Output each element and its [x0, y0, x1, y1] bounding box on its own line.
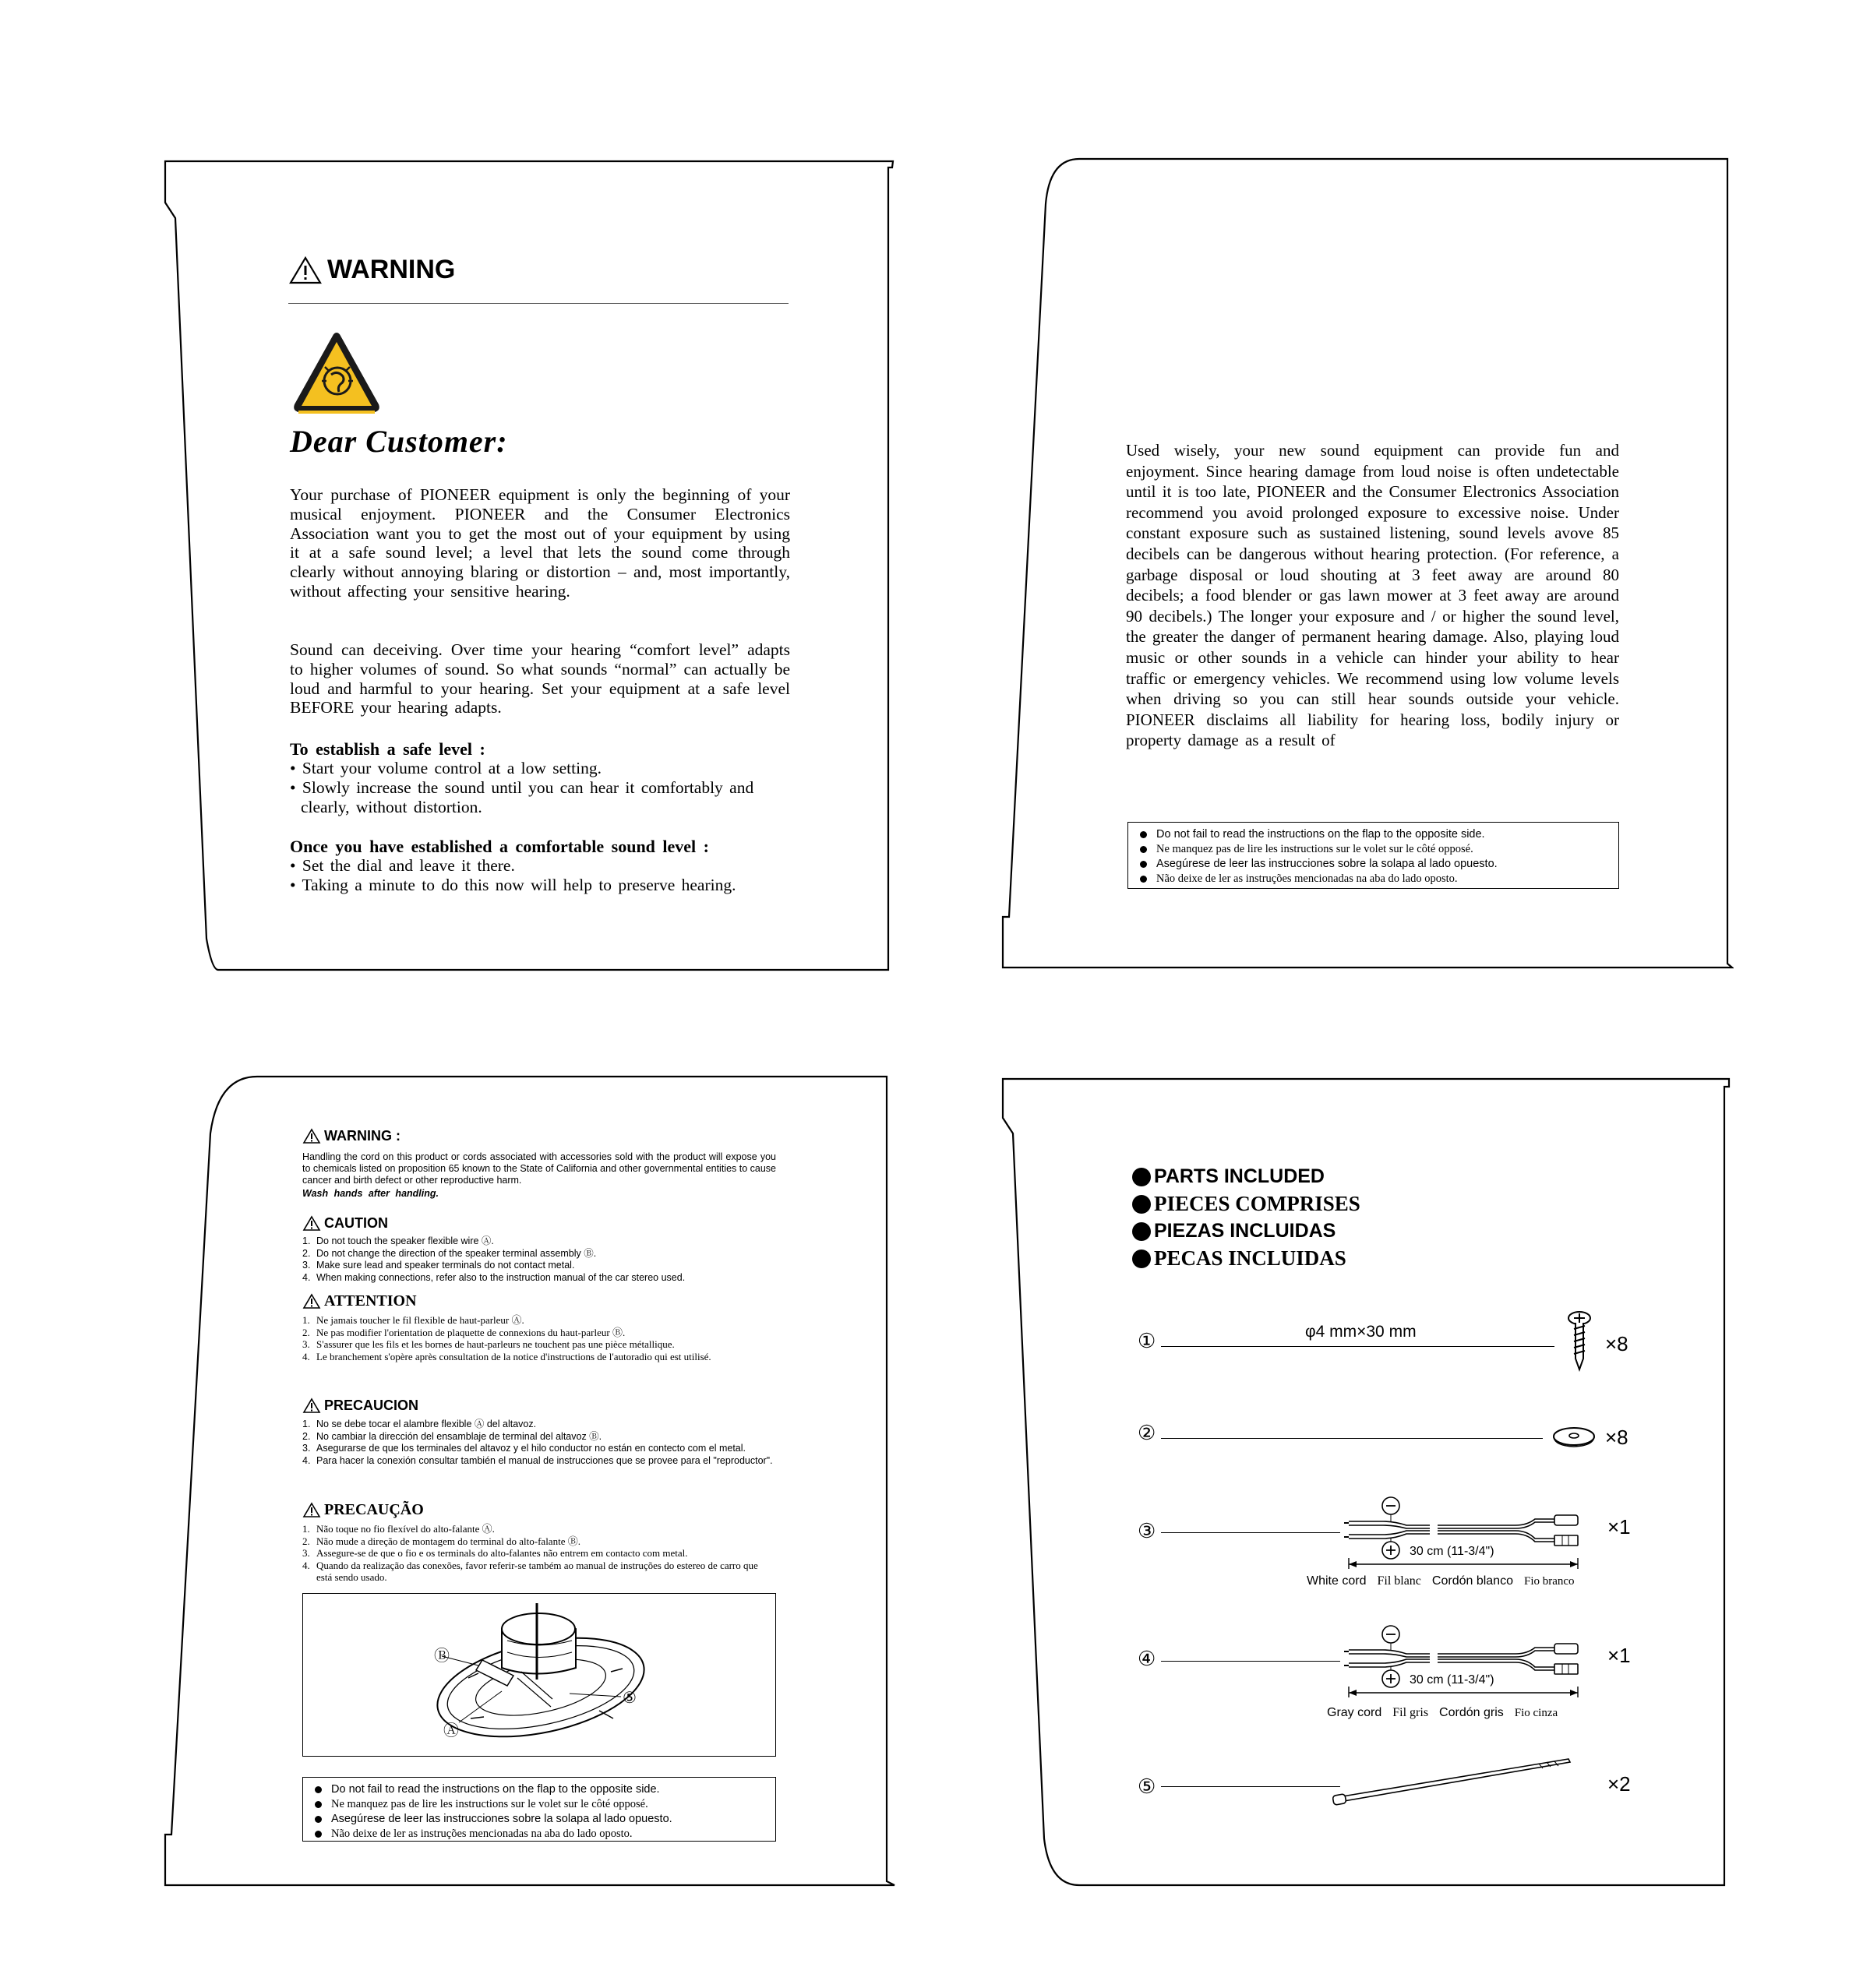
panel-warning-dear-customer — [164, 160, 896, 974]
quantity-2: ×8 — [1605, 1426, 1628, 1449]
precaucion-heading-text: PRECAUCION — [324, 1398, 419, 1413]
flap-notice-box — [1127, 822, 1619, 889]
cable-tie-icon — [1328, 1751, 1578, 1810]
parts-heading-pt: PECAS INCLUIDAS — [1132, 1246, 1346, 1271]
caption-en: White cord — [1307, 1574, 1367, 1588]
caption-es: Cordón blanco — [1431, 1574, 1513, 1588]
cord-captions-4 — [1327, 1706, 1568, 1720]
parts-heading-es: PIEZAS INCLUIDAS — [1132, 1220, 1336, 1242]
list-item: 1. Do not touch the speaker flexible wire Ⓐ. — [302, 1235, 494, 1246]
part-number-2: ② — [1138, 1421, 1156, 1444]
flap-notice-list — [1138, 827, 1609, 886]
caution-heading — [302, 1215, 388, 1232]
once-heading: Once you have established a comfortable sound level : — [290, 837, 709, 856]
cord-captions-3 — [1307, 1574, 1586, 1588]
list-item: Não deixe de ler as instruções mencionadas na aba do lado oposto. — [312, 1827, 766, 1842]
screw-spec: φ4 mm×30 mm — [1305, 1323, 1417, 1341]
list-item: 4. Le branchement s'opère après consultation de la notice d'instructions de l'autoradio qui est utilisé. — [302, 1350, 711, 1362]
list-item: • Slowly increase the sound until you can hear it comfortably and clearly, without distortion. — [290, 778, 790, 817]
warning-triangle-icon — [302, 1502, 321, 1518]
warning-triangle-icon — [288, 256, 323, 285]
speaker-illustration — [303, 1594, 775, 1755]
leader-line — [1161, 1661, 1340, 1662]
warning-title-text: WARNING — [327, 255, 456, 284]
panel-hearing-advice — [1001, 157, 1734, 969]
list-item: Asegúrese de leer las instrucciones sobre la solapa al lado opuesto. — [1138, 857, 1609, 872]
caption-fr: Fil blanc — [1377, 1574, 1421, 1588]
list-item: 4. When making connections, refer also to the instruction manual of the car stereo used. — [302, 1271, 686, 1283]
wash-hands-text: Wash hands after handling. — [302, 1188, 439, 1199]
warning-triangle-icon — [302, 1398, 321, 1414]
part-number-1: ① — [1138, 1329, 1156, 1352]
list-item: • Set the dial and leave it there. — [290, 856, 790, 876]
list-item: Do not fail to read the instructions on the flap to the opposite side. — [1138, 827, 1609, 842]
hearing-hazard-icon — [291, 330, 383, 417]
list-item: 3. Asegurarse de que los terminales del altavoz y el hilo conductor no están en contecto com el metal. — [302, 1443, 746, 1454]
comfort-paragraph: Sound can deceiving. Over time your hearing “comfort level” adapts to higher volumes of sound. So what sounds “normal” can actually be loud and harmful to your hearing. Set your equipment at a safe level BEFORE your hearing adapts. — [290, 640, 790, 717]
attention-heading — [302, 1292, 417, 1310]
caution-heading-text: CAUTION — [324, 1215, 388, 1231]
list-item: 2. Do not change the direction of the speaker terminal assembly Ⓑ. — [302, 1247, 597, 1259]
leader-line — [1161, 1438, 1543, 1439]
list-item: • Taking a minute to do this now will help to preserve hearing. — [290, 876, 790, 895]
quantity-4: ×1 — [1607, 1644, 1631, 1667]
list-item: 1. Ne jamais toucher le fil flexible de haut-parleur Ⓐ. — [302, 1314, 524, 1326]
part-number-4: ④ — [1138, 1647, 1156, 1670]
flap-notice-box — [302, 1777, 776, 1842]
list-item: 1. No se debe tocar el alambre flexible Ⓐ del altavoz. — [302, 1419, 537, 1429]
list-item: 4. Para hacer la conexión consultar también el manual de instrucciones que se provee para el "reproductor". — [302, 1454, 773, 1466]
part-number-5: ⑤ — [1138, 1775, 1156, 1798]
part-number-3: ③ — [1138, 1519, 1156, 1542]
bullet-dot — [1132, 1195, 1151, 1214]
caption-en: Gray cord — [1327, 1706, 1382, 1719]
intro-paragraph: Your purchase of PIONEER equipment is only the beginning of your musical enjoyment. PIONEER and the Consumer Electronics Association want you to get the most out of your equipment by using it at a safe sound level; a level that lets the sound come through clearly without annoying blaring or distortion – and, most importantly, without affecting your sensitive hearing. — [290, 485, 790, 601]
panel-parts-included — [1001, 1075, 1734, 1889]
precaucion-list — [302, 1419, 776, 1467]
screw-icon — [1566, 1310, 1593, 1373]
caption-pt: Fio branco — [1523, 1575, 1575, 1588]
label-b: Ⓑ — [434, 1648, 450, 1665]
bullet-dot — [1132, 1250, 1151, 1268]
quantity-5: ×2 — [1607, 1772, 1631, 1796]
list-item: 3. S'assurer que les fils et les bornes de haut-parleurs ne touchent pas une pièce métallique. — [302, 1338, 675, 1351]
leader-line — [1161, 1786, 1340, 1787]
list-item: 2. Não mude a direção de montagem do terminal do alto-falante Ⓑ. — [302, 1535, 580, 1547]
attention-heading-text: ATTENTION — [324, 1292, 417, 1309]
list-item: Asegúrese de leer las instrucciones sobre la solapa al lado opuesto. — [312, 1812, 766, 1827]
list-item: 3. Assegure-se de que o fio e os terminals do alto-falantes não entrem em contacto com metal. — [302, 1547, 688, 1560]
bullet-dot — [1132, 1168, 1151, 1186]
warning-heading — [302, 1128, 400, 1144]
once-list — [290, 856, 790, 895]
list-item: 1. Não toque no fio flexível do alto-falante Ⓐ. — [302, 1523, 495, 1535]
washer-icon — [1551, 1425, 1597, 1451]
speaker-diagram-box — [302, 1593, 776, 1757]
list-item: Do not fail to read the instructions on the flap to the opposite side. — [312, 1782, 766, 1797]
list-item: 3. Make sure lead and speaker terminals do not contact metal. — [302, 1260, 575, 1271]
list-item: 2. No cambiar la dirección del ensamblaje de terminal del altavoz Ⓑ. — [302, 1430, 602, 1442]
warning-triangle-icon — [302, 1128, 321, 1144]
caution-list — [302, 1235, 776, 1284]
list-item: Não deixe de ler as instruções mencionadas na aba do lado oposto. — [1138, 872, 1609, 886]
hearing-advice-paragraph: Used wisely, your new sound equipment can provide fun and enjoyment. Since hearing damage from loud noise is often undetectable until it is too late, PIONEER and the Consumer Electronics Association recommend you avoid prolonged exposure to excessive noise. Under constant exposure such as sustained listening, sound levels avove 85 decibels can be dangerous without hearing protection. (For reference, a garbage disposal or loud shouting at 3 feet away are around 80 decibels; a food blender or gas lawn mower at 3 feet away are around 90 decibels.) The longer your exposure and / or higher the sound level, the greater the danger of permanent hearing damage. Also, playing loud music or other sounds in a vehicle can hinder your ability to hear traffic or emergency vehicles. We recommend using low volume levels when driving so you can still hear sounds outside your vehicle. PIONEER disclaims all liability for hearing loss, bodily injury or property damage as a result of — [1126, 441, 1619, 750]
list-item: Ne manquez pas de lire les instructions sur le volet sur le côté opposé. — [312, 1797, 766, 1812]
precaucao-heading-text: PRECAUÇÃO — [324, 1501, 424, 1518]
list-item: Ne manquez pas de lire les instructions sur le volet sur le côté opposé. — [1138, 842, 1609, 857]
greeting: Dear Customer: — [290, 424, 508, 459]
prop65-text: Handling the cord on this product or cords associated with accessories sold with the product will expose you to chemicals listed on proposition 65 known to the State of California and other governmental entities to cause cancer and birth defect or other reproductive harm. — [302, 1151, 776, 1186]
warning-title — [288, 255, 455, 285]
list-item: 2. Ne pas modifier l'orientation de plaquette de connexions du haut-parleur Ⓑ. — [302, 1326, 626, 1338]
warning-triangle-icon — [302, 1215, 321, 1232]
panel-caution-multilingual — [164, 1075, 896, 1889]
parts-heading-fr: PIECES COMPRISES — [1132, 1192, 1360, 1216]
label-a: Ⓐ — [443, 1722, 459, 1740]
leader-line — [1161, 1532, 1340, 1533]
flap-notice-list — [312, 1782, 766, 1842]
warning-triangle-icon — [302, 1293, 321, 1309]
cord-length-3: 30 cm (11-3/4") — [1410, 1545, 1494, 1558]
bullet-dot — [1132, 1222, 1151, 1241]
quantity-3: ×1 — [1607, 1515, 1631, 1539]
attention-list — [302, 1314, 776, 1362]
precaucion-heading — [302, 1398, 418, 1414]
caption-es: Cordón gris — [1439, 1706, 1504, 1719]
warning-heading-text: WARNING : — [324, 1128, 400, 1144]
caption-fr: Fil gris — [1392, 1706, 1429, 1719]
parts-heading-en: PARTS INCLUDED — [1132, 1165, 1325, 1188]
precaucao-list — [302, 1523, 776, 1584]
establish-heading: To establish a safe level : — [290, 739, 485, 759]
list-item: • Start your volume control at a low setting. — [290, 759, 790, 778]
leader-line — [1161, 1346, 1554, 1347]
title-rule — [288, 303, 789, 304]
caption-pt: Fio cinza — [1514, 1707, 1558, 1719]
label-five: ⑤ — [623, 1690, 637, 1707]
list-item: 4. Quando da realização das conexões, favor referir-se também ao manual de instruções do estereo de carro que está sendo usado. — [302, 1559, 758, 1584]
cord-length-4: 30 cm (11-3/4") — [1410, 1673, 1494, 1687]
quantity-1: ×8 — [1605, 1332, 1628, 1355]
establish-list — [290, 759, 790, 816]
precaucao-heading — [302, 1501, 424, 1519]
